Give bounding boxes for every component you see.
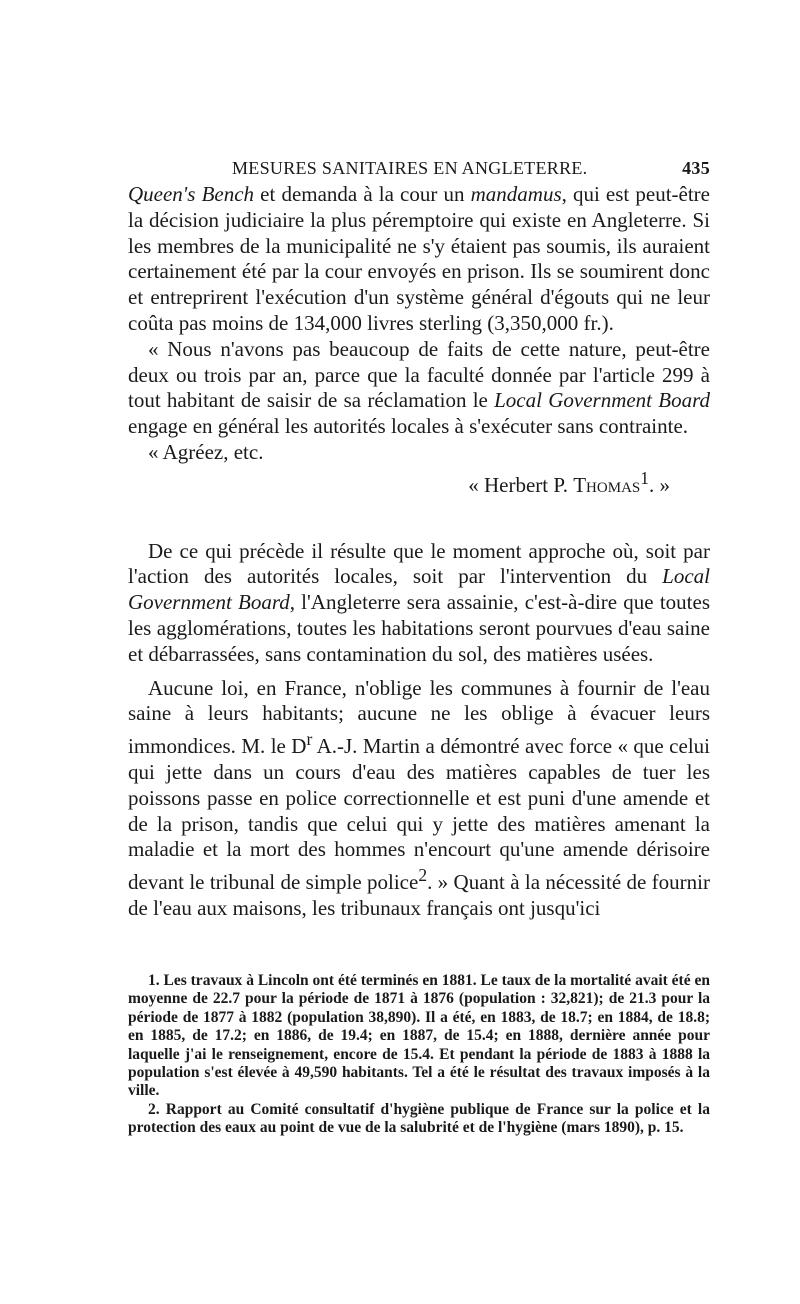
running-title: MESURES SANITAIRES EN ANGLETERRE.	[232, 158, 588, 178]
italic-local-government-board-2: Local Government Board	[128, 564, 710, 615]
footnotes	[128, 972, 710, 1138]
signature-name: Thomas	[573, 472, 641, 497]
footnote-2: 2. Rapport au Comité consultatif d'hygiène publique de France sur la police et la protection des eaux au point de vue de la salubrité et de l'hygiène (mars 1890), p. 15.	[128, 1100, 710, 1137]
paragraph-5-text-a: Aucune loi, en France, n'oblige les communes à fournir de l'eau saine à leurs habitants; aucune ne les oblige à évacuer leurs immondices. M. le D	[128, 675, 710, 759]
paragraph-4	[128, 539, 710, 668]
doctor-abbrev-sup: r	[306, 729, 313, 750]
paragraph-1-text-b: , qui est peut-être la décision judiciaire la plus péremptoire qui existe en Angleterre. Si les membres de la municipalité ne s'y étaient pas soumis, ils auraient certainement été par la cour envoyés en prison. Ils se soumirent donc et entreprirent l'exécution d'un système général d'égouts qui ne leur coûta pas moins de 134,000 livres sterling (3,350,000 fr.).	[128, 182, 710, 335]
paragraph-1	[128, 182, 710, 337]
paragraph-5-text-b: A.-J. Martin a démontré avec force « que celui qui jette dans un cours d'eau des matières capables de tuer les poissons passe en police correctionnelle et est puni d'une amende et de la prison, tandis que celui qui y jette des matières amenant la maladie et la mort des hommes n'encourt qu'une amende dérisoire devant le tribunal de simple police	[128, 734, 710, 895]
signature-close: . »	[649, 472, 670, 497]
paragraph-1-text-a: et demanda à la cour un	[254, 182, 471, 206]
signature-open: « Herbert P.	[468, 472, 574, 497]
paragraph-2-text-a: « Nous n'avons pas beaucoup de faits de cette nature, peut-être deux ou trois par an, parce que la faculté donnée par l'article 299 à tout habitant de saisir de sa réclamation le	[128, 336, 710, 413]
paragraph-5-text-c: . » Quant à la nécessité de fournir de l'eau aux maisons, les tribunaux français ont jusqu'ici	[128, 870, 710, 920]
footnote-ref-1: 1	[640, 467, 649, 488]
footnote-1: 1. Les travaux à Lincoln ont été terminés en 1881. Le taux de la mortalité avait été en moyenne de 22.7 pour la période de 1871 à 1876 (population : 32,821); de 21.3 pour la période de 1877 à 1882 (population 38,890). Il a été, en 1883, de 18.7; en 1884, de 18.8; en 1885, de 17.2; en 1886, de 19.4; en 1887, de 15.4; en 1888, dernière année pour laquelle j'ai le renseignement, encore de 15.4. Et pendant la période de 1883 à 1888 la population s'est élevée à 49,590 habitants. Tel a été le résultat des travaux imposés à la ville.	[128, 972, 710, 1100]
paragraph-2	[128, 337, 710, 440]
paragraph-4-text-b: , l'Angleterre sera assainie, c'est-à-dire que toutes les agglomérations, toutes les habitations seront pourvues d'eau saine et débarrassées, sans contamination du sol, des matières usées.	[128, 590, 710, 666]
signature	[128, 466, 710, 499]
footnote-ref-2: 2	[418, 865, 428, 886]
paragraph-4-text-a: De ce qui précède il résulte que le moment approche où, soit par l'action des autorités locales, soit par l'intervention du	[128, 538, 710, 589]
paragraph-3: « Agréez, etc.	[148, 439, 264, 464]
paragraph-2-text-b: engage en général les autorités locales à s'exécuter sans contrainte.	[128, 414, 689, 439]
section-gap	[128, 499, 710, 539]
page-header	[128, 154, 710, 182]
page-number: 435	[682, 158, 710, 178]
italic-mandamus: mandamus	[470, 182, 562, 206]
paragraph-5	[128, 676, 710, 922]
italic-queens-bench: Queen's Bench	[128, 182, 255, 206]
italic-local-government-board: Local Government Board	[494, 388, 710, 413]
main-text	[128, 182, 710, 922]
